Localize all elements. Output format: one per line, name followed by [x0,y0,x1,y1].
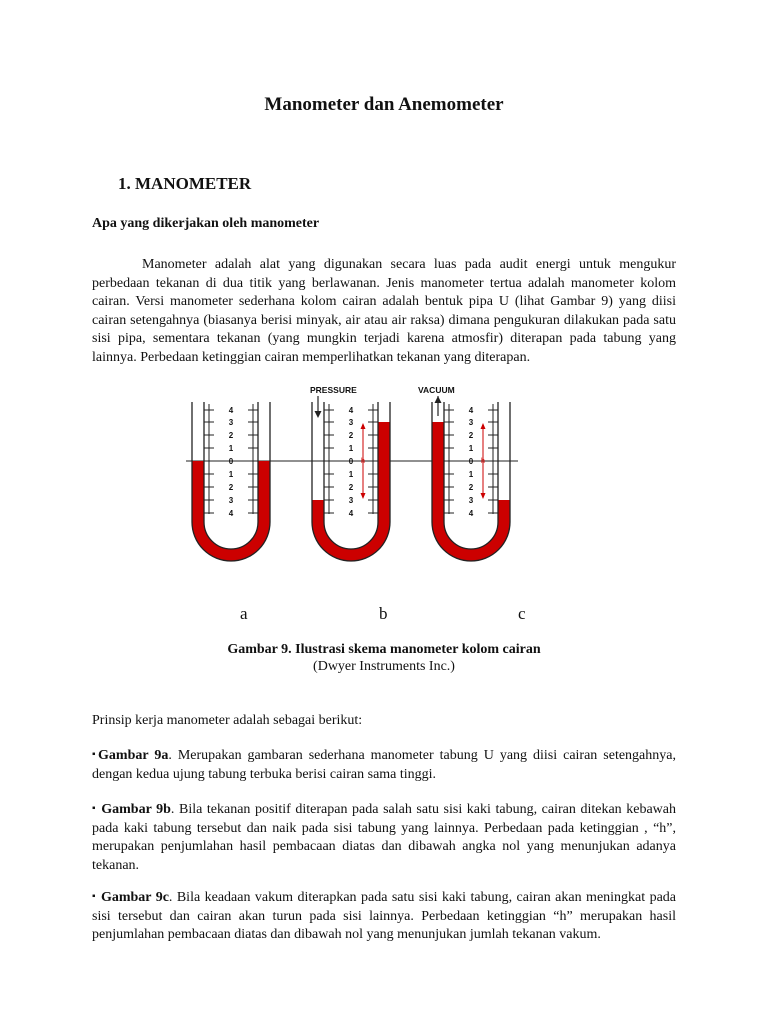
bullet-icon: ▪ [92,803,97,814]
scale-c-num: 2 [468,483,474,492]
h-arrow-b-top [361,423,366,429]
bullet-icon: ▪ [92,749,99,760]
h-arrow-c-top [481,423,486,429]
h-arrow-c-bottom [481,493,486,499]
h-arrow-b-bottom [361,493,366,499]
scale-a-num: 4 [228,406,234,415]
pressure-label: PRESSURE [310,385,357,395]
scale-c-num: 3 [468,496,474,505]
list-item [92,746,676,784]
scale-b-num: 2 [348,431,354,440]
scale-a-numbers [229,406,234,518]
manometer-figure [180,382,520,572]
item-label: Gambar 9c [100,890,169,905]
scale-a-num: 2 [228,431,234,440]
h-label-c: h [481,458,485,465]
scale-b-num: 4 [348,406,354,415]
document-title: Manometer dan Anemometer [264,94,504,115]
scale-a-num: 4 [228,509,234,518]
scale-c-num: 3 [468,418,474,427]
scale-c-num: 4 [468,406,474,415]
figure-caption: Gambar 9. Ilustrasi skema manometer kolom cairan [227,642,541,657]
figure-letter-a: a [240,604,248,623]
scale-c-num: 1 [468,470,474,479]
scale-b-num: 1 [348,470,354,479]
scale-a-num: 1 [228,470,234,479]
item-text: . Bila keadaan vakum diterapkan pada satu sisi kaki tabung, cairan akan meningkat pada sisi tersebut dan cairan akan turun pada sisi lainnya. Perbedaan ketinggian “h” merupakan hasil penjumlahan pembacaan diatas dan dibawah nol yang menunjukan jumlah tekanan vakum. [92,890,677,943]
scale-a-num: 2 [228,483,234,492]
manometer-c [432,396,510,561]
pressure-arrow-head [315,411,322,418]
scale-b-num: 1 [348,444,354,453]
scale-a-num: 0 [228,457,234,466]
list-item [92,800,676,875]
scale-a-num: 3 [228,418,234,427]
bullet-icon: ▪ [92,891,97,902]
scale-c-numbers [469,406,474,518]
scale-b-num: 4 [348,509,354,518]
figure-letter-b: b [379,604,388,623]
scale-b-num: 3 [348,496,354,505]
item-text: . Bila tekanan positif diterapan pada salah satu sisi kaki tabung, cairan ditekan kebawah pada kaki tabung tersebut dan naik pada sisi tabung yang lainnya. Perbedaan pada ketinggian , “h”, merupakan penjumlahan hasil pembacaan diatas dan dibawah angka nol yang menunjukan adanya tekanan. [92,802,677,873]
intro-paragraph: Manometer adalah alat yang digunakan secara luas pada audit energi untuk mengukur perbedaan tekanan di dua titik yang berlawanan. Jenis manometer tertua adalah manometer kolom cairan. Versi manometer sederhana kolom cairan adalah bentuk pipa U (lihat Gambar 9) yang diisi cairan setengahnya (biasanya berisi minyak, air atau air raksa) dimana pengukuran dilakukan pada satu sisi pipa, sementara tekanan (yang mungkin terjadi karena atmosfir) diterapan pada tabung yang lainnya. Perbedaan ketinggian cairan memperlihatkan tekanan yang diterapan. [92,257,676,365]
list-item [92,888,676,945]
scale-a-num: 3 [228,496,234,505]
scale-c-num: 1 [468,444,474,453]
manometer-diagram [180,382,520,572]
scale-b-numbers [349,406,354,518]
h-label-b: h [361,458,365,465]
scale-b-num: 0 [348,457,354,466]
figure-source: (Dwyer Instruments Inc.) [313,659,455,674]
vacuum-label: VACUUM [418,385,455,395]
scale-c-num: 0 [468,457,474,466]
item-label: Gambar 9a [98,748,169,763]
figure-letter-c: c [518,604,526,623]
manometer-a [192,402,270,561]
scale-b-num: 2 [348,483,354,492]
scale-b-num: 3 [348,418,354,427]
vacuum-arrow-head [435,396,442,403]
scale-a-num: 1 [228,444,234,453]
item-label: Gambar 9b [101,802,171,817]
scale-c-num: 4 [468,509,474,518]
item-text: . Merupakan gambaran sederhana manometer tabung U yang diisi cairan setengahnya, dengan kedua ujung tabung terbuka berisi cairan sama tinggi. [92,748,676,782]
subheading: Apa yang dikerjakan oleh manometer [92,216,320,231]
principle-intro: Prinsip kerja manometer adalah sebagai berikut: [92,713,363,728]
section-heading: 1. MANOMETER [118,174,252,193]
scale-c-num: 2 [468,431,474,440]
manometer-b [312,396,390,561]
